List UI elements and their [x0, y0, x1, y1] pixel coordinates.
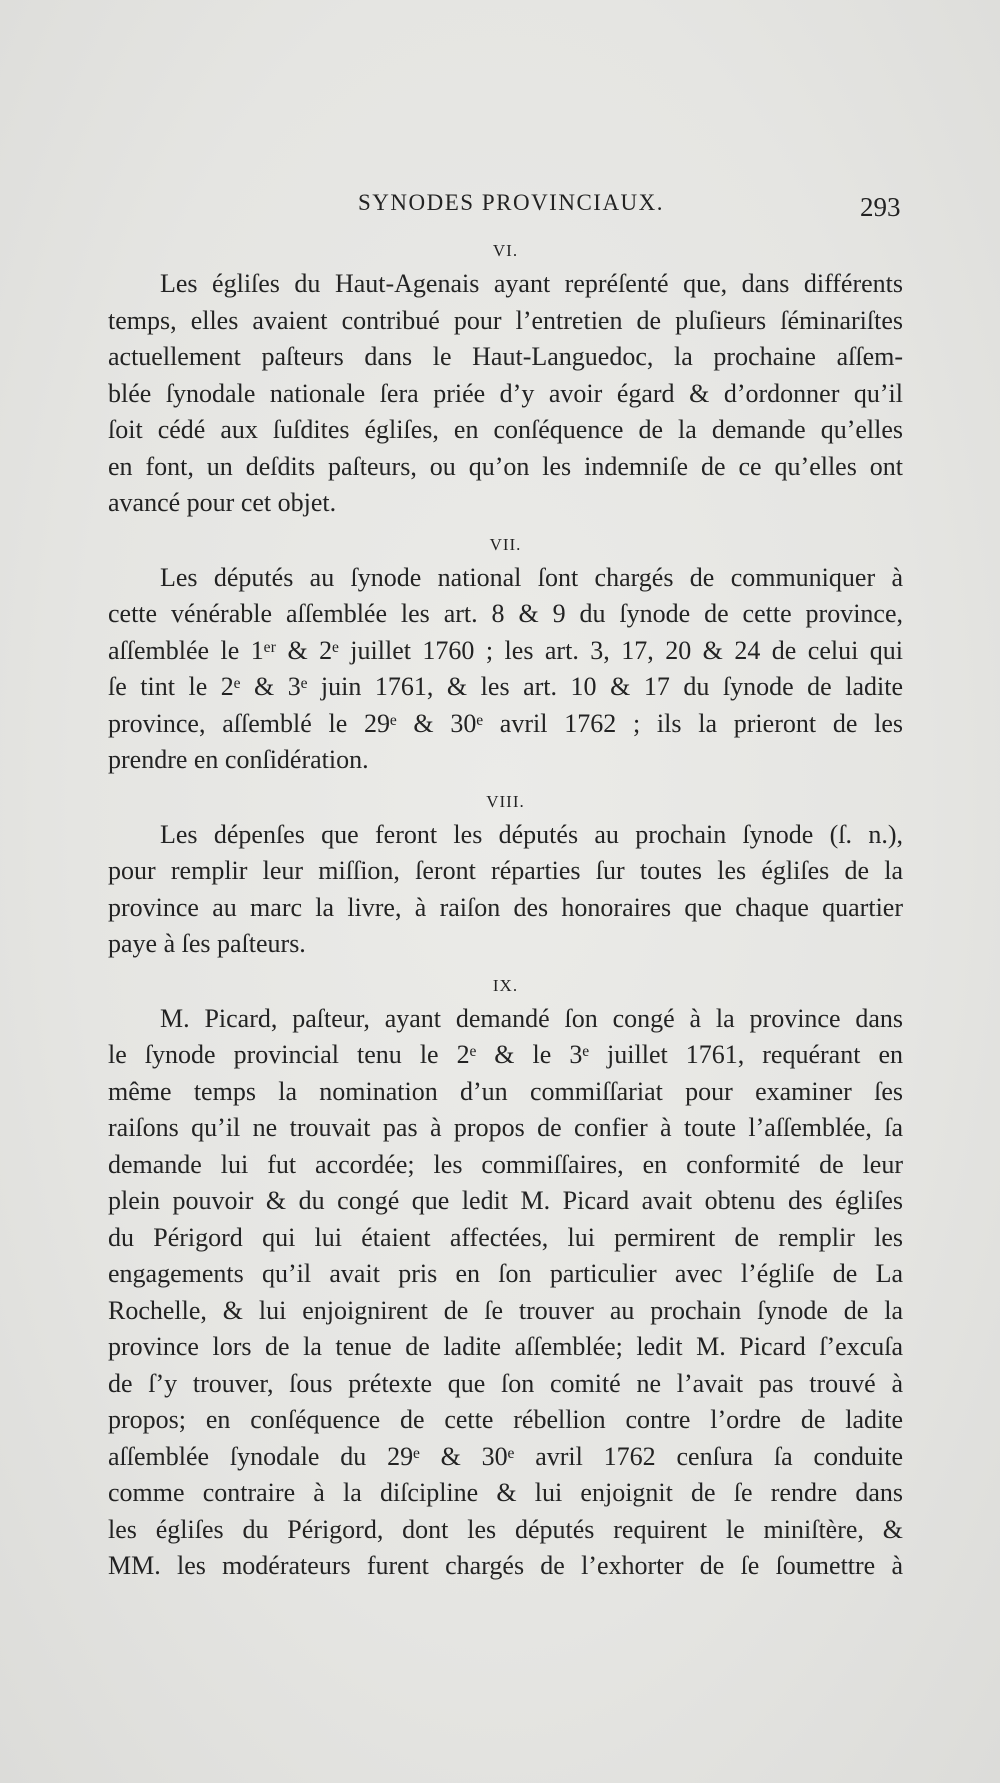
paragraph	[108, 1001, 903, 1585]
page-number: 293	[860, 192, 901, 222]
text-line: le ſynode provincial tenu le 2ᵉ & le 3ᵉ juillet 1761, requérant en	[108, 1040, 903, 1069]
text-line: prendre en conſidération.	[108, 745, 369, 774]
section-heading: VII.	[489, 534, 522, 554]
text-line: paye à ſes paſteurs.	[108, 929, 306, 958]
text-line: ſoit cédé aux ſuſdites égliſes, en conſéquence de la demande qu’elles	[108, 415, 903, 444]
text-line: les égliſes du Périgord, dont les députés requirent le miniſtère, &	[108, 1514, 903, 1544]
text-line: de ſ’y trouver, ſous prétexte que ſon comité ne l’avait pas trouvé à	[108, 1368, 903, 1398]
text-line: demande lui fut accordée; les commiſſaires, en conformité de leur	[108, 1149, 903, 1179]
paragraph	[108, 817, 903, 963]
text-line: M. Picard, paſteur, ayant demandé ſon congé à la province dans	[160, 1003, 903, 1033]
text-line: province, aſſemblé le 29ᵉ & 30ᵉ avril 1762 ; ils la prieront de les	[108, 708, 903, 738]
paragraph	[108, 266, 903, 522]
text-line: aſſemblée ſynodale du 29ᵉ & 30ᵉ avril 1762 cenſura ſa conduite	[108, 1441, 903, 1471]
text-line: engagements qu’il avait pris en ſon particulier avec l’égliſe de La	[108, 1259, 903, 1288]
body-text	[108, 236, 903, 1593]
text-line: avancé pour cet objet.	[108, 488, 337, 517]
text-line: comme contraire à la diſcipline & lui enjoignit de ſe rendre dans	[108, 1478, 903, 1507]
text-line: en font, un deſdits paſteurs, ou qu’on les indemniſe de ce qu’elles ont	[108, 451, 903, 481]
text-line: temps, elles avaient contribué pour l’entretien de pluſieurs ſéminariſtes	[108, 305, 903, 335]
text-line: Les égliſes du Haut-Agenais ayant repréſenté que, dans différents	[160, 269, 903, 298]
section-heading: IX.	[492, 975, 519, 995]
text-line: cette vénérable aſſemblée les art. 8 & 9 du ſynode de cette province,	[108, 599, 903, 628]
text-line: ſe tint le 2ᵉ & 3ᵉ juin 1761, & les art. 10 & 17 du ſynode de ladite	[108, 672, 903, 701]
text-line: pour remplir leur miſſion, ſeront réparties ſur toutes les égliſes de la	[108, 856, 903, 885]
text-line: plein pouvoir & du congé que ledit M. Picard avait obtenu des égliſes	[108, 1186, 903, 1215]
text-line: blée ſynodale nationale ſera priée d’y avoir égard & d’ordonner qu’il	[108, 378, 903, 408]
text-line: raiſons qu’il ne trouvait pas à propos de confier à toute l’aſſemblée, ſa	[108, 1113, 903, 1142]
text-line: MM. les modérateurs furent chargés de l’exhorter de ſe ſoumettre à	[108, 1551, 903, 1580]
running-title: SYNODES PROVINCIAUX.	[358, 190, 665, 215]
text-line: propos; en conſéquence de cette rébellion contre l’ordre de ladite	[108, 1405, 903, 1434]
text-line: Rochelle, & lui enjoignirent de ſe trouver au prochain ſynode de la	[108, 1295, 903, 1325]
text-line: province au marc la livre, à raiſon des honoraires que chaque quartier	[108, 892, 903, 922]
text-line: Les dépenſes que feront les députés au prochain ſynode (ſ. n.),	[160, 819, 903, 849]
section-heading: VI.	[492, 241, 519, 260]
text-line: actuellement paſteurs dans le Haut-Languedoc, la prochaine aſſem-	[108, 342, 903, 371]
text-line: aſſemblée le 1ᵉʳ & 2ᵉ juillet 1760 ; les art. 3, 17, 20 & 24 de celui qui	[108, 635, 903, 665]
paragraph	[108, 560, 903, 779]
text-line: province lors de la tenue de ladite aſſemblée; ledit M. Picard ſ’excuſa	[108, 1332, 903, 1361]
section-heading: VIII.	[486, 791, 525, 811]
text-line: du Périgord qui lui étaient affectées, lui permirent de remplir les	[108, 1222, 903, 1252]
running-head	[0, 186, 1000, 222]
text-line: Les députés au ſynode national ſont chargés de communiquer à	[160, 562, 903, 592]
text-line: même temps la nomination d’un commiſſariat pour examiner ſes	[108, 1076, 903, 1106]
